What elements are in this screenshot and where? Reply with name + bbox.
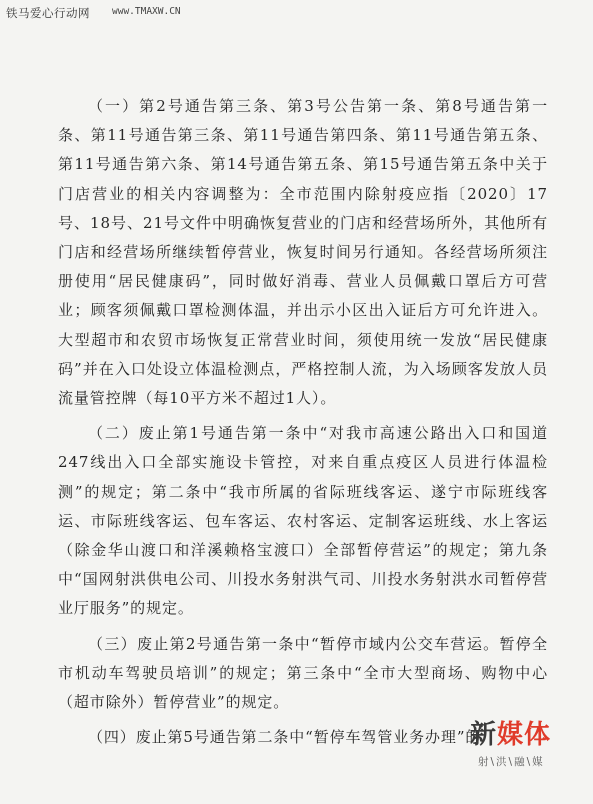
new-media-watermark-logo	[470, 714, 580, 786]
paragraph-item-3: （三）废止第2号通告第一条中“暂停市域内公交车营运。暂停全市机动车驾驶员培训”的规定；第三条中“全市大型商场、购物中心（超市除外）暂停营业”的规定。	[58, 634, 548, 712]
paragraph-item-4: （四）废止第5号通告第二条中“暂停车驾管业务办理”的	[88, 728, 482, 747]
site-header	[0, 0, 300, 22]
paragraph-item-1: （一）第2号通告第三条、第3号公告第一条、第8号通告第一条、第11号通告第三条、第11号通告第四条、第11号通告第五条、第11号通告第六条、第14号通告第五条、第15号通告第五条中关于门店营业的相关内容调整为：全市范围内除射疫应指〔2020〕17号、18号、21号文件中明确恢复营业的门店和经营场所外，其他所有门店和经营场所继续暂停营业，恢复时间另行通知。各经营场所须注册使用“居民健康码”，同时做好消毒、营业人员佩戴口罩后方可营业；顾客须佩戴口罩检测体温，并出示小区出入证后方可允许进入。大型超市和农贸市场恢复正常营业时间，须使用统一发放“居民健康码”并在入口处设立体温检测点，严格控制人流，为入场顾客发放人员流量管控牌（每10平方米不超过1人）。	[58, 97, 548, 408]
document-body	[58, 92, 548, 758]
site-name: 铁马爱心行动网	[6, 6, 90, 20]
watermark-title-part1: 新	[470, 720, 498, 750]
watermark-title-part2: 媒体	[497, 720, 552, 750]
watermark-subtitle: 射\洪\融\媒	[478, 756, 545, 768]
site-url: www.TMAXW.CN	[112, 6, 181, 17]
paragraph-item-2: （二）废止第1号通告第一条中“对我市高速公路出入口和国道247线出入口全部实施设卡管控，对来自重点疫区人员进行体温检测”的规定；第二条中“我市所属的省际班线客运、遂宁市际班线客运、市际班线客运、包车客运、农村客运、定制客运班线、水上客运（除金华山渡口和洋溪赖格宝渡口）全部暂停营运”的规定；第九条中“国网射洪供电公司、川投水务射洪气司、川投水务射洪水司暂停营业厅服务”的规定。	[58, 424, 548, 618]
watermark-title	[470, 714, 551, 751]
